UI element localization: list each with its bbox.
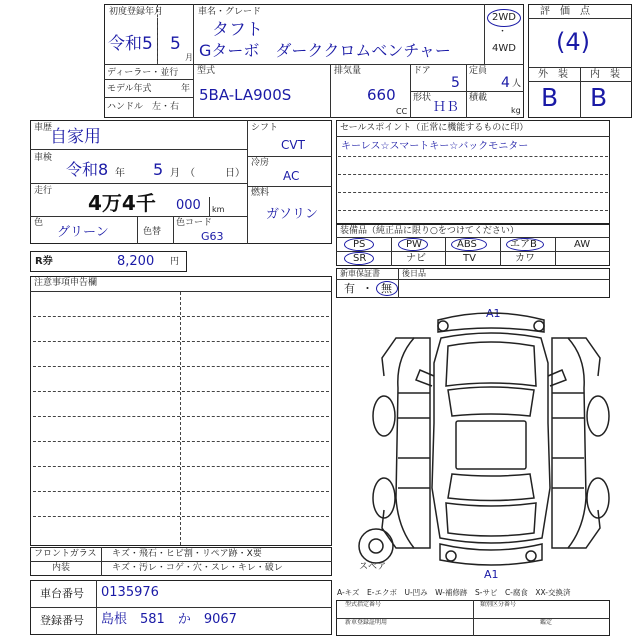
recycle-yen: 円 [170, 257, 180, 267]
interior-grade: B [590, 83, 608, 112]
warranty-no: 無 [381, 282, 392, 295]
capacity-label: 定員 [469, 66, 488, 76]
car-name: タフト [212, 20, 263, 40]
interior-cond-label: 内装 [52, 563, 71, 573]
displacement: 660 [367, 86, 396, 104]
equip-abs-circle [451, 238, 487, 251]
damage-legend: A-キズ E-エクボ U-凹み W-補修跡 S-サビ C-腐食 XX-交換済 [337, 588, 571, 597]
equip-airbag: エアB [510, 239, 537, 250]
shaken-day: （ 日） [185, 168, 245, 179]
warranty-yes: 有 [344, 282, 355, 295]
equip-airbag-circle [506, 238, 544, 251]
sales-text: キーレス☆スマートキー☆バックモニター [341, 141, 529, 152]
color-value: グリーン [57, 225, 109, 240]
interior-label: 内 装 [590, 69, 620, 80]
mileage-sub: 000 [176, 198, 201, 213]
drive-4wd: 4WD [492, 43, 516, 54]
car-grade: Gターボ ダーククロムベンチャー [199, 41, 451, 60]
equip-abs: ABS [457, 239, 477, 250]
colorcode-value: G63 [201, 230, 224, 243]
displacement-label: 排気量 [334, 66, 362, 76]
first-reg-month-unit: 月 [185, 53, 193, 62]
chassis-label: 車台番号 [40, 587, 84, 600]
dealer-label: ディーラー・並行 [107, 68, 179, 78]
ac-label: 冷房 [251, 158, 270, 168]
plate-label: 登録番号 [40, 614, 84, 627]
car-name-label: 車名・グレード [198, 7, 262, 17]
plate-number: 島根 581 か 9067 [101, 612, 237, 627]
shaken-month: 5 [153, 160, 164, 179]
ac-value: AC [283, 169, 300, 183]
a1-top-label: A1 [486, 307, 501, 320]
capacity: 4 [501, 75, 510, 91]
usage-label: 車歴 [34, 123, 53, 133]
interior-cond-value: キズ・汚レ・コゲ・穴・スレ・キレ・破レ [112, 563, 283, 573]
doors: 5 [451, 75, 460, 91]
recycle-box [30, 251, 187, 272]
km-unit: km [212, 205, 225, 214]
shape-label: 形状 [413, 93, 432, 103]
model-year-label: モデル年式 [107, 84, 152, 94]
mileage-label: 走行 [34, 186, 53, 196]
first-reg-era: 令和5 [108, 34, 153, 54]
equipment-label: 装備品（純正品に限り○をつけてください） [340, 226, 519, 236]
cert-label: 新車登録証明用 [345, 619, 388, 626]
warranty-label: 新車保証書 [340, 269, 380, 278]
mileage-main: 4万4千 [88, 191, 156, 215]
katashiki: 5BA-LA900S [199, 86, 292, 104]
equip-pw: PW [406, 239, 422, 250]
rating-label: 評 価 点 [540, 6, 590, 17]
doors-label: ドア [413, 66, 431, 76]
drive-dot: ・ [498, 27, 508, 37]
first-reg-label: 初度登録年月 [109, 7, 164, 17]
equip-tv: TV [463, 253, 476, 264]
capacity-unit: 人 [512, 79, 522, 89]
equip-pw-circle [398, 238, 428, 251]
load-label: 積載 [469, 93, 488, 103]
equip-sr: SR [353, 253, 367, 264]
equip-ps: PS [353, 239, 366, 250]
handle-label: ハンドル 左・右 [107, 102, 180, 112]
chassis-number: 0135976 [101, 585, 159, 600]
import-label: 後日品 [402, 269, 426, 278]
a1-bottom-label: A1 [484, 568, 499, 581]
shaken-tsuki: 月 [170, 168, 180, 179]
front-glass-label: フロントガラス [34, 549, 97, 559]
exterior-label: 外 装 [538, 69, 568, 80]
katashiki-label: 型式 [197, 66, 216, 76]
model-year-unit: 年 [181, 84, 191, 94]
shaken-label: 車検 [34, 153, 53, 163]
fuel-label: 燃料 [251, 188, 270, 198]
colorcode-label: 色コード [176, 218, 213, 228]
spare-label: スペア [359, 562, 387, 572]
recycle-value: 8,200 [117, 254, 155, 269]
equip-ps-circle [344, 238, 374, 251]
fuel-value: ガソリン [266, 207, 319, 222]
usage-value: 自家用 [50, 127, 101, 147]
shift-label: シフト [251, 123, 279, 133]
rating-value: (4) [556, 28, 590, 56]
model-cert-label: 型式指定番号 [345, 601, 382, 608]
notes-label: 注意事項申告欄 [34, 278, 98, 288]
color-label: 色 [34, 218, 44, 228]
equip-aw: AW [574, 239, 591, 250]
replace-label: 色替 [143, 227, 162, 237]
equip-leather: カワ [515, 253, 535, 264]
warranty-dot: ・ [362, 282, 373, 295]
class-label: 類別区分番号 [480, 601, 517, 608]
kg-unit: kg [511, 106, 521, 115]
seal-label: 鑑定 [540, 619, 553, 626]
equip-sr-circle [344, 252, 374, 265]
shape: ＨＢ [433, 100, 460, 115]
drive-2wd: 2WD [492, 12, 516, 23]
shift-value: CVT [281, 138, 305, 152]
front-glass-value: キズ・飛石・ヒビ割・リペア跡・X要 [112, 549, 262, 559]
shaken-nen: 年 [115, 168, 125, 179]
header-box [104, 4, 524, 118]
shaken-era: 令和8 [66, 160, 109, 179]
car-diagram [336, 298, 626, 588]
exterior-grade: B [541, 83, 559, 112]
recycle-label: R券 [35, 256, 53, 267]
cc-unit: CC [396, 107, 408, 116]
warranty-no-circle [376, 281, 398, 296]
equip-navi: ナビ [406, 253, 426, 264]
first-reg-month: 5 [170, 34, 181, 54]
sales-label: セールスポイント（正常に機能するものに印） [340, 123, 529, 133]
